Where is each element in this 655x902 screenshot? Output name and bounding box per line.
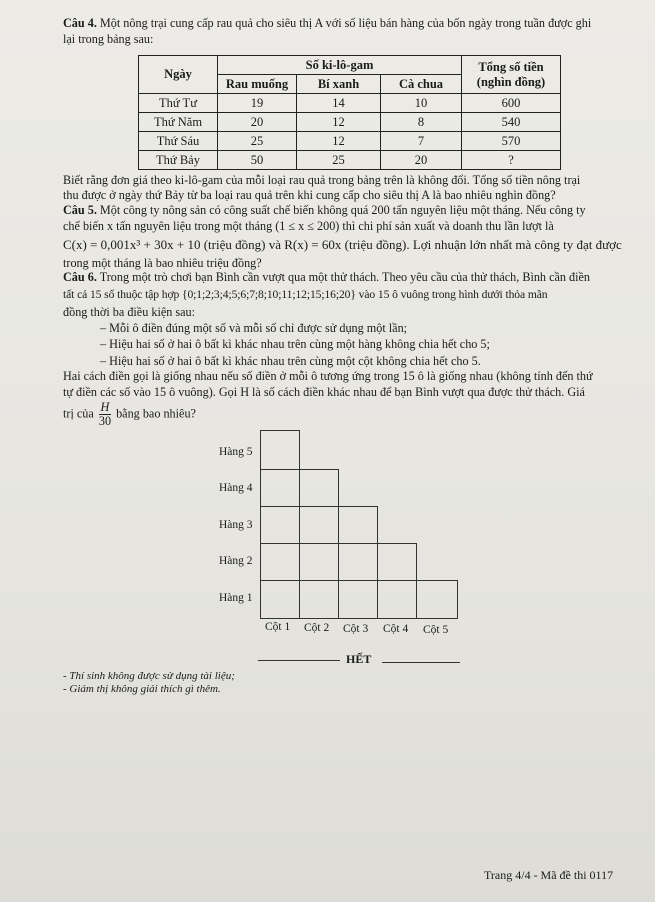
col-label-3: Cột 3	[343, 623, 369, 635]
cell-value: 20	[218, 113, 297, 132]
grid-cell	[299, 506, 339, 544]
fraction-numerator: H	[100, 400, 110, 414]
col-label-5: Cột 5	[423, 624, 449, 636]
divider-right	[382, 662, 460, 663]
question-6-suffix: bằng bao nhiêu?	[116, 406, 196, 421]
table-row	[139, 94, 561, 113]
question-5-text: Một công ty nông sản có công suất chế biến không quá 200 tấn nguyên liệu một tháng. Nếu công ty	[99, 203, 586, 217]
end-marker: HẾT	[346, 652, 372, 666]
header-bi-xanh: Bí xanh	[297, 75, 381, 94]
condition-3: – Hiệu hai số ở hai ô bất kì khác nhau trên cùng một cột không chia hết cho 5.	[100, 354, 481, 368]
grid-cell	[260, 469, 300, 507]
cell-day: Thứ Năm	[139, 113, 218, 132]
question-6-line-4: Hai cách điền gọi là giống nhau nếu số điền ở mỗi ô tương ứng trong 15 ô là giống nhau (không tính đến thứ	[63, 369, 593, 383]
question-5-line-1	[63, 203, 631, 218]
cell-day: Thứ Tư	[139, 94, 218, 113]
table-row	[139, 151, 561, 170]
question-4-intro	[63, 16, 631, 31]
divider-left	[258, 660, 340, 661]
row-label-1: Hàng 1	[219, 592, 253, 604]
cell-value: 19	[218, 94, 297, 113]
col-label-2: Cột 2	[304, 622, 330, 634]
header-total-unit: (nghìn đồng)	[476, 74, 546, 89]
header-ca-chua: Cà chua	[381, 75, 462, 94]
cell-total: 540	[462, 113, 561, 132]
grid-cell	[338, 543, 378, 581]
question-4-body-2: thu được ở ngày thứ Bảy từ ba loại rau quả trên khi cung cấp cho siêu thị A là bao nhiêu nghìn đồng?	[63, 188, 556, 202]
sales-table	[138, 55, 561, 170]
cell-value: 12	[297, 113, 381, 132]
note-1: - Thí sinh không được sử dụng tài liệu;	[63, 670, 235, 682]
grid-cell	[260, 506, 300, 544]
cell-value: 10	[381, 94, 462, 113]
grid-cell	[260, 543, 300, 581]
question-5-line-3: C(x) = 0,001x³ + 30x + 10 (triệu đồng) và R(x) = 60x (triệu đồng). Lợi nhuận lớn nhất mà công ty đạt được	[63, 237, 622, 252]
question-6-line-2: tất cả 15 số thuộc tập hợp {0;1;2;3;4;5;6;7;8;10;11;12;15;16;20} vào 15 ô vuông trong hình dưới thỏa mãn	[63, 288, 548, 301]
condition-2: – Hiệu hai số ở hai ô bất kì khác nhau trên cùng một hàng không chia hết cho 5;	[100, 337, 490, 351]
question-6-line-3: đồng thời ba điều kiện sau:	[63, 305, 196, 319]
question-6-prefix: trị của	[63, 406, 94, 421]
cell-total: ?	[462, 151, 561, 170]
cell-value: 20	[381, 151, 462, 170]
header-day: Ngày	[139, 56, 218, 94]
cell-value: 12	[297, 132, 381, 151]
cell-value: 7	[381, 132, 462, 151]
row-label-5: Hàng 5	[219, 446, 253, 458]
grid-cell	[338, 580, 378, 619]
cell-day: Thứ Sáu	[139, 132, 218, 151]
grid-cell	[260, 580, 300, 619]
grid-cell	[299, 580, 339, 619]
grid-cell	[299, 469, 339, 507]
question-4-intro-2: lại trong bảng sau:	[63, 32, 154, 46]
question-5-title: Câu 5.	[63, 203, 97, 217]
note-2: - Giám thị không giải thích gì thêm.	[63, 683, 221, 695]
table-row	[139, 132, 561, 151]
condition-1: – Mỗi ô điền đúng một số và mỗi số chỉ được sử dụng một lần;	[100, 321, 408, 335]
grid-cell	[260, 430, 300, 470]
col-label-4: Cột 4	[383, 623, 409, 635]
row-label-4: Hàng 4	[219, 482, 253, 494]
question-6-line-6	[63, 401, 631, 428]
row-label-2: Hàng 2	[219, 555, 253, 567]
cell-value: 25	[218, 132, 297, 151]
row-label-3: Hàng 3	[219, 519, 253, 531]
question-4-title: Câu 4.	[63, 16, 97, 30]
cell-value: 50	[218, 151, 297, 170]
grid-cell	[416, 580, 458, 619]
question-5-line-2: chế biến x tấn nguyên liệu trong một tháng (1 ≤ x ≤ 200) thì chi phí sản xuất và doanh thu lần lượt là	[63, 219, 554, 233]
fraction-denominator: 30	[98, 414, 112, 428]
header-total	[462, 56, 561, 94]
question-4-text: Một nông trại cung cấp rau quả cho siêu thị A với số liệu bán hàng của bốn ngày trong tuần được ghi	[99, 16, 592, 30]
grid-cell	[299, 543, 339, 581]
question-4-body-1: Biết rằng đơn giá theo ki-lô-gam của mỗi loại rau quả trong bảng trên là không đổi. Tổng số tiền nông trại	[63, 173, 581, 187]
question-6-text: Trong một trò chơi bạn Bình cần vượt qua một thử thách. Theo yêu cầu của thử thách, Bình cần điền	[99, 270, 591, 284]
grid-cell	[338, 506, 378, 544]
fraction	[99, 401, 111, 428]
cell-total: 600	[462, 94, 561, 113]
cell-value: 25	[297, 151, 381, 170]
header-kg: Số ki-lô-gam	[218, 56, 462, 75]
cell-day: Thứ Bảy	[139, 151, 218, 170]
col-label-1: Cột 1	[265, 621, 291, 633]
grid-cell	[377, 580, 417, 619]
header-total-label: Tổng số tiền	[478, 59, 544, 74]
cell-value: 14	[297, 94, 381, 113]
question-6-title: Câu 6.	[63, 270, 97, 284]
table-row	[139, 113, 561, 132]
question-5-line-4: trong một tháng là bao nhiêu triệu đồng?	[63, 256, 262, 270]
grid-cell	[377, 543, 417, 581]
page-footer: Trang 4/4 - Mã đề thi 0117	[484, 868, 614, 882]
question-6-line-1	[63, 270, 631, 285]
cell-total: 570	[462, 132, 561, 151]
header-rau-muong: Rau muống	[218, 75, 297, 94]
cell-value: 8	[381, 113, 462, 132]
question-6-line-5: tự điền các số vào 15 ô vuông). Gọi H là số cách điền khác nhau để bạn Bình vượt qua được thử thách. Giá	[63, 385, 585, 399]
